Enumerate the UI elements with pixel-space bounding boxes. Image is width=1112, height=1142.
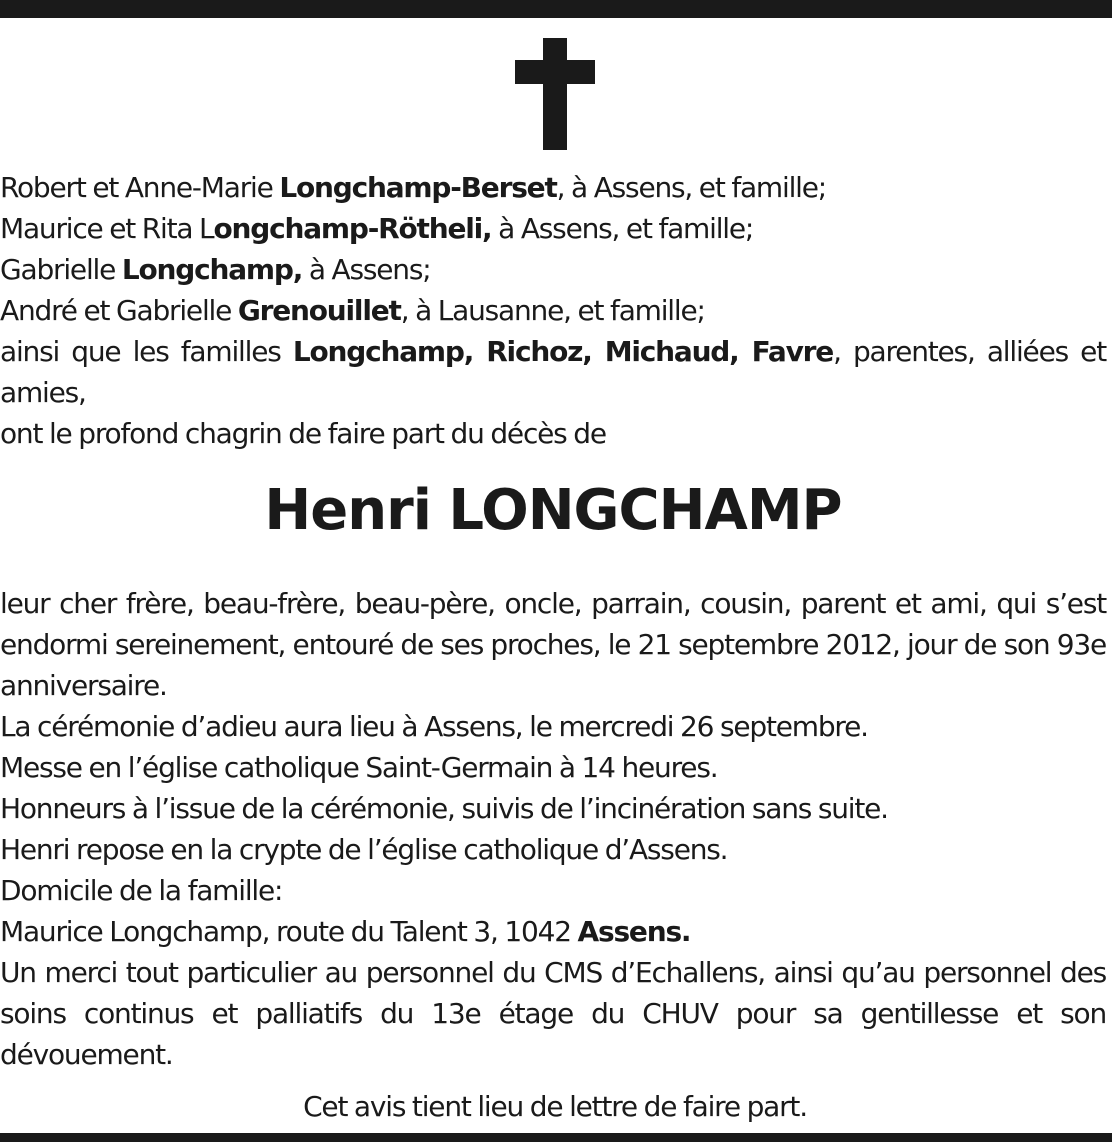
- thanks-paragraph: Un merci tout particulier au personnel du CMS d’Echallens, ainsi qu’au personnel des soins continus et palliatifs du 13e étage du CHUV pour sa gentillesse et son dévouement.: [0, 956, 1106, 1071]
- closing-line: Cet avis tient lieu de lettre de faire part.: [303, 1090, 807, 1123]
- ceremony-line: Henri repose en la crypte de l’église catholique d’Assens.: [0, 833, 728, 866]
- top-border-rule: [0, 0, 1112, 18]
- latin-cross-icon: [515, 38, 595, 150]
- ceremony-line: Honneurs à l’issue de la cérémonie, suivis de l’incinération sans suite.: [0, 792, 888, 825]
- ceremony-line: La cérémonie d’adieu aura lieu à Assens, le mercredi 26 septembre.: [0, 710, 868, 743]
- obituary-body: [0, 167, 1106, 1127]
- announcement-line: ont le profond chagrin de faire part du décès de: [0, 417, 606, 450]
- address-line: Maurice Longchamp, route du Talent 3, 1042 Assens.: [0, 915, 691, 948]
- ceremony-line: Domicile de la famille:: [0, 874, 283, 907]
- tribute-paragraph: leur cher frère, beau-frère, beau-père, oncle, parrain, cousin, parent et ami, qui s’est endormi sereinement, entouré de ses proches, le 21 septembre 2012, jour de son 93e anniversaire.: [0, 587, 1106, 702]
- ceremony-line: Messe en l’église catholique Saint-Germain à 14 heures.: [0, 751, 718, 784]
- families-paragraph: ainsi que les familles Longchamp, Richoz, Michaud, Favre, parentes, alliées et amies,: [0, 335, 1106, 409]
- family-line: Robert et Anne-Marie Longchamp-Berset, à Assens, et famille;: [0, 171, 827, 204]
- deceased-name: Henri LONGCHAMP: [264, 477, 842, 543]
- family-line: Maurice et Rita Longchamp-Rötheli, à Assens, et famille;: [0, 212, 754, 245]
- family-line: Gabrielle Longchamp, à Assens;: [0, 253, 431, 286]
- bottom-border-rule: [0, 1133, 1112, 1142]
- deceased-name-block: [0, 454, 1106, 583]
- family-line: André et Gabrielle Grenouillet, à Lausanne, et famille;: [0, 294, 705, 327]
